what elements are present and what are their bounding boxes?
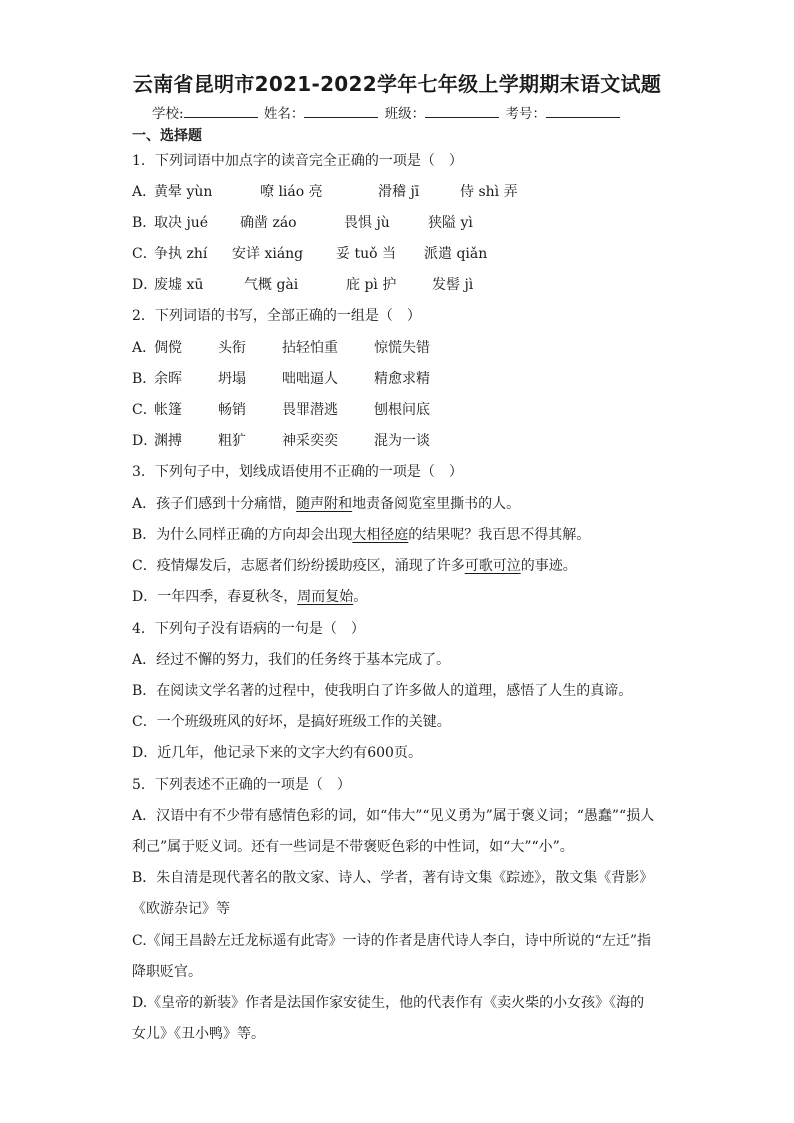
underlined-idiom: 大相径庭 <box>352 527 409 543</box>
option-label: C． <box>132 558 157 574</box>
option-label: B． <box>132 683 157 699</box>
option-item: 拈轻怕重 <box>282 340 338 356</box>
q3-stem: 3．下列句子中，划线成语使用不正确的一项是（ ） <box>132 464 463 480</box>
exam-title: 云南省昆明市2021-2022学年七年级上学期期末语文试题 <box>132 72 662 96</box>
option-item: 嘹 liáo 亮 <box>260 184 323 200</box>
option-text: 一年四季，春夏秋冬， <box>157 589 298 605</box>
id-label: 考号： <box>505 106 546 122</box>
option-label: D． <box>132 277 158 293</box>
q5-option-a-line2: 利己”属于贬义词。还有一些词是不带褒贬色彩的中性词，如“大”“小”。 <box>132 839 574 855</box>
class-label: 班级： <box>384 106 426 122</box>
option-label: D． <box>132 745 158 761</box>
option-item: 神采奕奕 <box>282 433 338 449</box>
q2-option-a <box>132 337 430 357</box>
q2-option-b <box>132 368 430 388</box>
q4-option-b <box>132 680 632 700</box>
q1-stem: 1．下列词语中加点字的读音完全正确的一项是（ ） <box>132 153 463 169</box>
q5-option-d-line2: 女儿》《丑小鸭》等。 <box>132 1026 265 1042</box>
option-item: 派遣 qiǎn <box>424 246 488 262</box>
q3-option-a <box>132 493 520 513</box>
option-label: B． <box>132 371 157 387</box>
section-title: 一、选择题 <box>132 128 202 144</box>
option-label: A． <box>132 496 157 512</box>
q4-option-d <box>132 742 422 762</box>
option-item: 畅销 <box>218 402 246 418</box>
q3-option-b <box>132 524 590 544</box>
option-item: 坍塌 <box>218 371 246 387</box>
option-text: 为什么同样正确的方向却会出现 <box>156 527 353 543</box>
option-item: 狭隘 yì <box>428 215 473 231</box>
option-item: 侍 shì 弄 <box>460 184 518 200</box>
q4-option-c <box>132 711 451 731</box>
underlined-idiom: 周而复始 <box>297 589 354 605</box>
option-item: 刨根问底 <box>374 402 430 418</box>
option-text: 疫情爆发后，志愿者们纷纷援助疫区，涌现了许多 <box>156 558 465 574</box>
q2-option-c <box>132 399 430 419</box>
q5-stem: 5．下列表述不正确的一项是（ ） <box>132 777 351 793</box>
option-label: C． <box>132 402 157 418</box>
q4-option-a <box>132 649 450 669</box>
option-label: C． <box>132 714 157 730</box>
option-item: 渊搏 <box>154 433 182 449</box>
q2-option-d <box>132 430 430 450</box>
option-item: 帐篷 <box>154 402 182 418</box>
option-text: 一个班级班风的好坏，是搞好班级工作的关键。 <box>156 714 451 730</box>
option-item: 妥 tuǒ 当 <box>336 246 396 262</box>
option-item: 畏惧 jù <box>344 215 390 231</box>
option-label: A． <box>132 652 157 668</box>
option-text: 的结果呢？我百思不得其解。 <box>408 527 591 543</box>
option-item: 头衔 <box>218 340 246 356</box>
q1-option-a <box>132 181 518 201</box>
option-item: 粗犷 <box>218 433 246 449</box>
option-item: 咄咄逼人 <box>282 371 338 387</box>
q1-option-c <box>132 243 487 263</box>
option-item: 发髻 jì <box>432 277 474 293</box>
option-item: 精愈求精 <box>374 371 430 387</box>
option-item: 黄晕 yùn <box>154 184 213 200</box>
option-item: 取决 jué <box>154 215 209 231</box>
q5-option-b-line1: B．朱自清是现代著名的散文家、诗人、学者，著有诗文集《踪迹》，散文集《背影》 <box>132 870 654 886</box>
q5-option-a-line1: A．汉语中有不少带有感情色彩的词，如“伟大”“见义勇为”属于褒义词；“愚蠢”“损人 <box>132 808 655 824</box>
id-blank[interactable] <box>546 105 620 118</box>
q1-option-b <box>132 212 473 232</box>
q4-stem: 4．下列句子没有语病的一句是（ ） <box>132 621 365 637</box>
q5-option-c-line2: 降职贬官。 <box>132 964 202 980</box>
option-label: B． <box>132 215 157 231</box>
option-text: 的事迹。 <box>520 558 577 574</box>
name-label: 姓名： <box>263 106 305 122</box>
underlined-idiom: 随声附和 <box>296 496 353 512</box>
student-info-line <box>152 102 672 122</box>
option-item: 争执 zhí <box>154 246 208 262</box>
option-item: 庇 pì 护 <box>346 277 397 293</box>
school-blank[interactable] <box>184 105 258 118</box>
underlined-idiom: 可歌可泣 <box>464 558 521 574</box>
q5-option-c-line1: C.《闻王昌龄左迁龙标遥有此寄》一诗的作者是唐代诗人李白，诗中所说的“左迁”指 <box>132 933 651 949</box>
option-label: A． <box>132 340 157 356</box>
option-label: A． <box>132 184 157 200</box>
option-text: 孩子们感到十分痛惜， <box>156 496 297 512</box>
school-label: 学校: <box>152 106 184 122</box>
q1-option-d <box>132 274 473 294</box>
option-item: 混为一谈 <box>374 433 430 449</box>
option-item: 废墟 xū <box>154 277 204 293</box>
q3-option-c <box>132 555 577 575</box>
option-label: B． <box>132 527 157 543</box>
option-item: 余晖 <box>154 371 182 387</box>
q2-stem: 2．下列词语的书写，全部正确的一组是（ ） <box>132 308 421 324</box>
option-label: D． <box>132 433 158 449</box>
q5-option-b-line2: 《欧游杂记》等 <box>132 901 230 917</box>
option-item: 惊慌失错 <box>374 340 430 356</box>
class-blank[interactable] <box>425 105 499 118</box>
q3-option-d <box>132 586 367 606</box>
option-text: 在阅读文学名著的过程中，使我明白了许多做人的道理，感悟了人生的真谛。 <box>156 683 633 699</box>
option-item: 气概 gài <box>244 277 299 293</box>
name-blank[interactable] <box>304 105 378 118</box>
option-text: 近几年，他记录下来的文字大约有600页。 <box>157 745 422 761</box>
option-label: C． <box>132 246 157 262</box>
option-item: 确凿 záo <box>240 215 297 231</box>
option-item: 畏罪潜逃 <box>282 402 338 418</box>
q5-option-d-line1: D.《皇帝的新装》作者是法国作家安徒生，他的代表作有《卖火柴的小女孩》《海的 <box>132 995 645 1011</box>
option-item: 滑稽 jī <box>378 184 420 200</box>
option-text: 经过不懈的努力，我们的任务终于基本完成了。 <box>156 652 451 668</box>
option-item: 安详 xiáng <box>232 246 304 262</box>
option-item: 倜傥 <box>154 340 182 356</box>
option-text: 。 <box>353 589 368 605</box>
option-label: D． <box>132 589 158 605</box>
option-text: 地责备阅览室里撕书的人。 <box>352 496 521 512</box>
